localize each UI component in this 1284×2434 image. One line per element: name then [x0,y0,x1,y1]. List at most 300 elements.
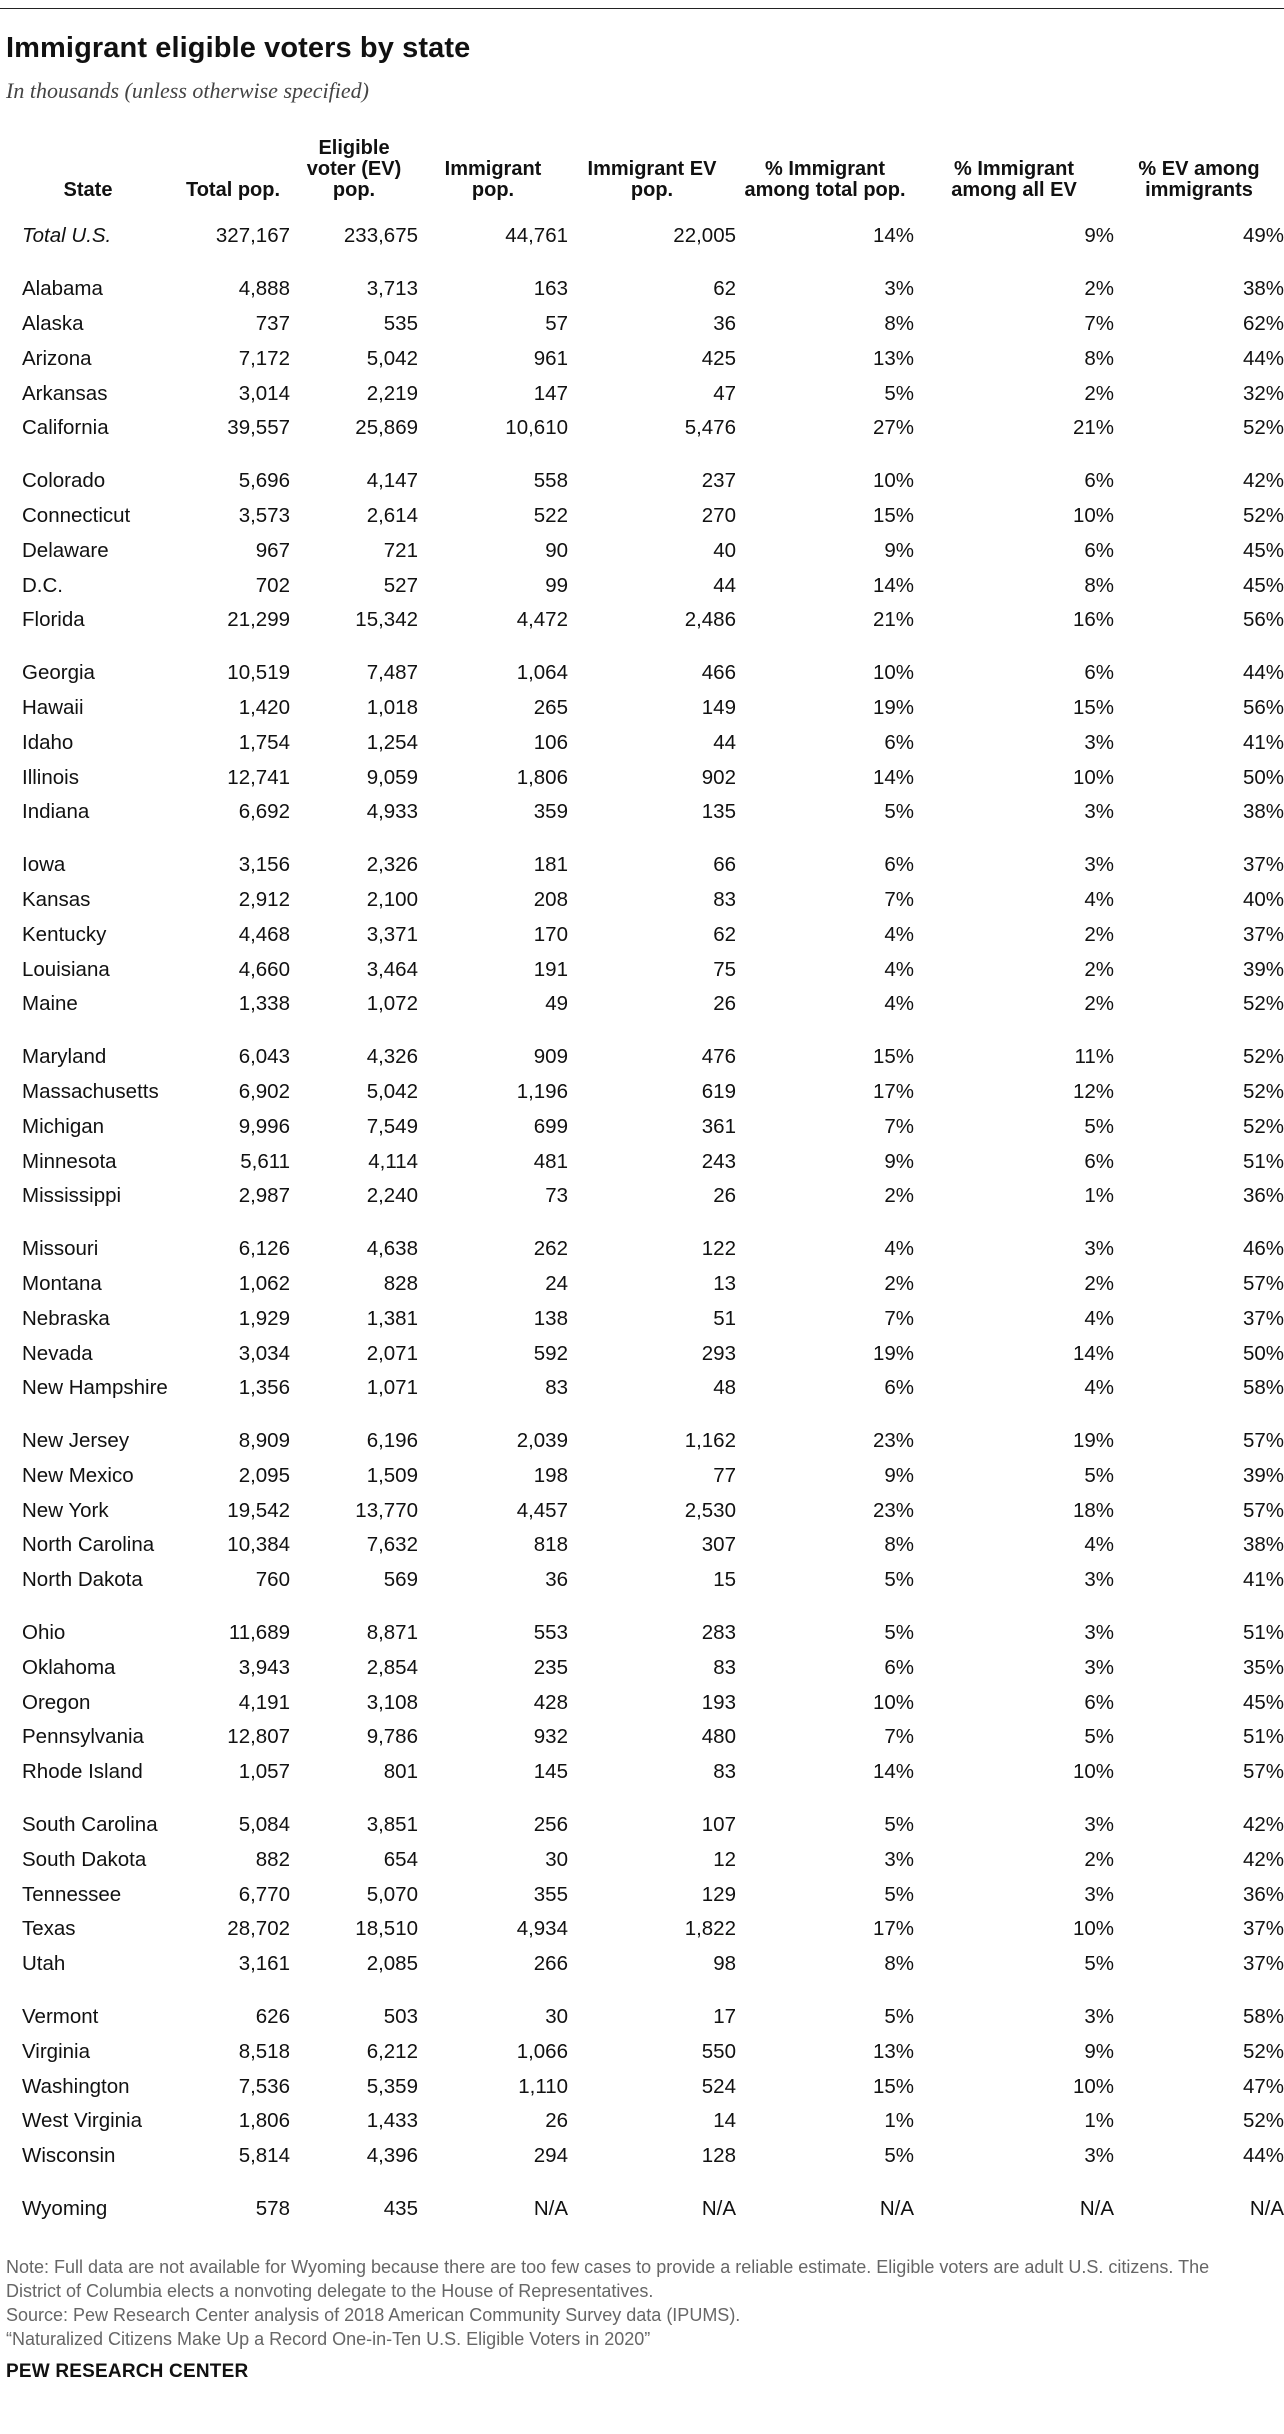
value-cell: 3% [1084,1237,1114,1261]
value-cell: 7,536 [238,2074,290,2098]
group-spacer-cell [0,2174,1284,2192]
state-name-cell: Maine [22,992,78,1016]
value-cell: 57 [545,311,568,335]
table-row [0,568,1284,603]
value-cell: 11% [1074,1045,1114,1069]
value-cell: 75 [713,957,736,981]
table-row [0,272,1284,307]
value-cell: 44 [713,573,736,597]
value-cell: 2,326 [366,853,418,877]
value-cell: 3% [1084,2005,1114,2029]
value-cell: 6% [1084,538,1114,562]
value-cell: 50% [1242,1341,1284,1365]
state-name-cell: Nevada [22,1341,93,1365]
value-cell: 967 [255,538,290,562]
value-cell: 25,869 [355,416,418,440]
state-name-cell: D.C. [22,573,63,597]
value-cell: 149 [701,695,736,719]
value-cell: 2,071 [366,1341,418,1365]
value-cell: 12 [713,1847,736,1871]
value-cell: 21% [1072,416,1114,440]
value-cell: 5,696 [238,469,290,493]
value-cell: 129 [701,1882,736,1906]
value-cell: 52% [1242,503,1284,527]
value-cell: 10% [872,1690,914,1714]
value-cell: 1,110 [518,2074,568,2098]
value-cell: 7,172 [238,346,290,370]
value-cell: 294 [533,2144,568,2168]
value-cell: 10,384 [227,1533,290,1557]
value-cell: 9,786 [366,1725,418,1749]
value-cell: 237 [701,469,736,493]
group-spacer-cell [0,1790,1284,1808]
value-cell: 882 [255,1847,290,1871]
value-cell: 2% [1084,381,1114,405]
value-cell: 4% [1084,887,1114,911]
state-name-cell: Florida [22,608,85,632]
value-cell: 8% [1084,346,1114,370]
value-cell: 909 [533,1045,568,1069]
value-cell: 5% [884,1882,914,1906]
value-cell: 9,996 [238,1114,290,1138]
value-cell: 2% [1084,922,1114,946]
state-name-cell: Illinois [22,765,79,789]
value-cell: 2% [884,1184,914,1208]
group-spacer [0,2174,1284,2192]
value-cell: 52% [1242,2039,1284,2063]
value-cell: 4% [1084,1306,1114,1330]
state-name-cell: Colorado [22,469,106,493]
value-cell: 36% [1242,1184,1284,1208]
group-spacer [0,1406,1284,1424]
value-cell: 12,807 [227,1725,290,1749]
state-name-cell: Connecticut [22,503,131,527]
value-cell: 44% [1242,661,1284,685]
value-cell: 235 [533,1655,568,1679]
value-cell: 39% [1242,957,1284,981]
table-row [0,656,1284,691]
value-cell: 40 [713,538,736,562]
state-name-cell: New Hampshire [22,1376,168,1400]
value-cell: 4,933 [366,800,418,824]
value-cell: 4% [884,1237,914,1261]
table-row [0,1371,1284,1406]
table-row [0,1075,1284,1110]
value-cell: 10% [1072,1760,1114,1784]
table-row [0,1040,1284,1075]
group-spacer-cell [0,1982,1284,2000]
value-cell: 48 [713,1376,736,1400]
value-cell: 191 [533,957,568,981]
state-name-cell: Kentucky [22,922,107,946]
value-cell: 10% [1072,765,1114,789]
table-row [0,1336,1284,1371]
value-cell: 522 [533,503,568,527]
value-cell: 42% [1242,1847,1284,1871]
state-name-cell: Massachusetts [22,1079,159,1103]
value-cell: 3,371 [366,922,418,946]
state-name-cell: South Dakota [22,1847,147,1871]
value-cell: 1,064 [516,661,568,685]
state-name-cell: Oklahoma [22,1655,116,1679]
value-cell: 7% [884,887,914,911]
value-cell: 42% [1242,469,1284,493]
value-cell: 5% [1084,1952,1114,1976]
value-cell: 6% [884,730,914,754]
state-name-cell: Minnesota [22,1149,117,1173]
value-cell: 760 [255,1568,290,1592]
value-cell: 4,934 [516,1917,568,1941]
value-cell: 36% [1242,1882,1284,1906]
table-row [0,603,1284,638]
column-header-total-pop: Total pop. [185,179,281,201]
value-cell: 3% [1084,800,1114,824]
value-cell: 39% [1242,1463,1284,1487]
state-name-cell: Alaska [22,311,84,335]
table-row [0,760,1284,795]
value-cell: 476 [701,1045,736,1069]
value-cell: 2,100 [366,887,418,911]
value-cell: 8% [1084,573,1114,597]
table-row [0,848,1284,883]
value-cell: 6,692 [238,800,290,824]
value-cell: 2,219 [366,381,418,405]
value-cell: 26 [713,1184,736,1208]
value-cell: 15% [872,503,914,527]
value-cell: 10% [1072,503,1114,527]
value-cell: 6% [884,1376,914,1400]
value-cell: 5,084 [238,1813,290,1837]
state-name-cell: Louisiana [22,957,110,981]
value-cell: 721 [383,538,418,562]
value-cell: 45% [1242,538,1284,562]
value-cell: 1% [1084,1184,1114,1208]
value-cell: 270 [701,503,736,527]
value-cell: 8,518 [238,2039,290,2063]
value-cell: 36 [545,1568,568,1592]
value-cell: 7,487 [366,661,418,685]
state-name-cell: New York [22,1498,109,1522]
table-row [0,1912,1284,1947]
table-row [0,1424,1284,1459]
value-cell: 1% [1084,2109,1114,2133]
table-row [0,464,1284,499]
value-cell: 8% [884,1533,914,1557]
value-cell: 98 [713,1952,736,1976]
value-cell: 18% [1072,1498,1114,1522]
value-cell: 47 [713,381,736,405]
table-row [0,2034,1284,2069]
value-cell: 553 [533,1621,568,1645]
state-name-cell: Tennessee [22,1882,122,1906]
value-cell: 44% [1242,346,1284,370]
value-cell: 307 [701,1533,736,1557]
value-cell: 5% [1084,1114,1114,1138]
column-header-pct-ev-immigrants: % EV among immigrants [1138,158,1260,201]
group-spacer [0,1982,1284,2000]
table-row [0,1493,1284,1528]
value-cell: 52% [1242,2109,1284,2133]
value-cell: 2,039 [516,1429,568,1453]
value-cell: 10% [872,661,914,685]
state-name-cell: New Mexico [22,1463,134,1487]
value-cell: 5,814 [238,2144,290,2168]
value-cell: 38% [1242,277,1284,301]
value-cell: 4,191 [238,1690,290,1714]
value-cell: 50% [1242,765,1284,789]
table-row [0,1616,1284,1651]
value-cell: 7% [884,1114,914,1138]
value-cell: 6,043 [238,1045,290,1069]
value-cell: 30 [545,1847,568,1871]
state-name-cell: Washington [22,2074,130,2098]
table-row [0,691,1284,726]
value-cell: 23% [872,1498,914,1522]
value-cell: 7% [884,1725,914,1749]
value-cell: 51 [713,1306,736,1330]
value-cell: 57% [1242,1429,1284,1453]
value-cell: 41% [1242,1568,1284,1592]
state-name-cell: Wisconsin [22,2144,116,2168]
value-cell: 145 [533,1760,568,1784]
table-row [0,1685,1284,1720]
value-cell: 37% [1242,922,1284,946]
value-cell: 4,457 [516,1498,568,1522]
value-cell: 52% [1242,1079,1284,1103]
value-cell: 14% [872,224,914,248]
value-cell: 902 [701,765,736,789]
value-cell: 57% [1242,1498,1284,1522]
value-cell: 99 [545,573,568,597]
value-cell: 16% [1072,608,1114,632]
value-cell: 36 [713,311,736,335]
value-cell: 37% [1242,1917,1284,1941]
state-name-cell: Iowa [22,853,66,877]
table-row [0,2069,1284,2104]
value-cell: 425 [701,346,736,370]
table-row [0,499,1284,534]
value-cell: 3,464 [366,957,418,981]
value-cell: 83 [713,1655,736,1679]
value-cell: 15% [872,2074,914,2098]
value-cell: 2,614 [366,503,418,527]
value-cell: 14% [872,765,914,789]
value-cell: 2,912 [238,887,290,911]
value-cell: 45% [1242,573,1284,597]
value-cell: 481 [533,1149,568,1173]
value-cell: 32% [1242,381,1284,405]
value-cell: 66 [713,853,736,877]
value-cell: 12,741 [227,765,290,789]
value-cell: 51% [1242,1621,1284,1645]
value-cell: 4,888 [238,277,290,301]
value-cell: 428 [533,1690,568,1714]
table-row [0,2000,1284,2035]
value-cell: 24 [545,1271,568,1295]
value-cell: 51% [1242,1725,1284,1749]
value-cell: 19% [872,695,914,719]
column-header-pct-immigrant-total: % Immigrant among total pop. [744,158,906,201]
value-cell: 18,510 [355,1917,418,1941]
value-cell: 52% [1242,416,1284,440]
value-cell: 5,042 [366,1079,418,1103]
value-cell: 361 [701,1114,736,1138]
value-cell: 535 [383,311,418,335]
value-cell: 11,689 [228,1621,290,1645]
value-cell: 2,530 [684,1498,736,1522]
value-cell: 46% [1242,1237,1284,1261]
value-cell: 10% [1072,1917,1114,1941]
value-cell: 90 [545,538,568,562]
value-cell: 17 [713,2005,736,2029]
value-cell: 5,359 [366,2074,418,2098]
value-cell: 37% [1242,1952,1284,1976]
value-cell: 3% [1084,730,1114,754]
value-cell: 19% [872,1341,914,1365]
value-cell: 3,851 [366,1813,418,1837]
value-cell: 41% [1242,730,1284,754]
value-cell: 1,822 [684,1917,736,1941]
column-header-immigrant-ev-pop: Immigrant EV pop. [587,158,717,201]
value-cell: 27% [872,416,914,440]
value-cell: 107 [701,1813,736,1837]
value-cell: 7,632 [366,1533,418,1557]
table-row [0,1232,1284,1267]
value-cell: 8% [884,311,914,335]
value-cell: N/A [1079,2197,1114,2221]
table-row [0,533,1284,568]
state-name-cell: Delaware [22,538,109,562]
value-cell: 2,240 [366,1184,418,1208]
value-cell: 619 [701,1079,736,1103]
value-cell: 2% [1084,277,1114,301]
value-cell: 3% [1084,1655,1114,1679]
value-cell: 19,542 [227,1498,290,1522]
value-cell: 181 [533,853,568,877]
value-cell: 359 [533,800,568,824]
table-row [0,1301,1284,1336]
value-cell: 4% [884,922,914,946]
value-cell: 5% [884,2144,914,2168]
state-name-cell: Indiana [22,800,90,824]
page-title: Immigrant eligible voters by state [6,32,471,64]
value-cell: 62 [713,277,736,301]
value-cell: 37% [1242,1306,1284,1330]
value-cell: 2,095 [238,1463,290,1487]
value-cell: 19% [1072,1429,1114,1453]
value-cell: 49% [1242,224,1284,248]
value-cell: 1,066 [516,2039,568,2063]
group-spacer [0,254,1284,272]
value-cell: 1,509 [366,1463,418,1487]
value-cell: 5,611 [240,1149,290,1173]
value-cell: 5,476 [684,416,736,440]
value-cell: 3% [884,277,914,301]
value-cell: 8,871 [366,1621,418,1645]
value-cell: 9% [884,1463,914,1487]
value-cell: 2% [1084,992,1114,1016]
value-cell: 3,713 [366,277,418,301]
value-cell: 2% [1084,1847,1114,1871]
value-cell: 13% [872,346,914,370]
state-name-cell: Alabama [22,277,103,301]
value-cell: 2,987 [238,1184,290,1208]
value-cell: 4,114 [368,1149,418,1173]
value-cell: 5,042 [366,346,418,370]
page-subtitle: In thousands (unless otherwise specified) [6,78,369,103]
state-name-cell: Hawaii [22,695,84,719]
value-cell: 10% [872,469,914,493]
value-cell: 569 [383,1568,418,1592]
value-cell: 170 [533,922,568,946]
group-spacer [0,1598,1284,1616]
value-cell: N/A [879,2197,914,2221]
state-name-cell: Kansas [22,887,91,911]
value-cell: 266 [533,1952,568,1976]
value-cell: 737 [255,311,290,335]
table-row [0,2139,1284,2174]
value-cell: 702 [255,573,290,597]
value-cell: 1% [884,2109,914,2133]
value-cell: 5% [884,1568,914,1592]
footer-note: Note: Full data are not available for Wyoming because there are too few cases to provide a reliable estimate. Eligible voters are adult U.S. citizens. The District of Columbia elects a nonvoting delegate to the House of Representatives. [6,2257,1210,2301]
footer-report-title: “Naturalized Citizens Make Up a Record One-in-Ten U.S. Eligible Voters in 2020” [6,2329,651,2349]
group-spacer-cell [0,254,1284,272]
value-cell: 9% [884,538,914,562]
group-spacer [0,1214,1284,1232]
value-cell: 1,071 [366,1376,418,1400]
value-cell: 9% [884,1149,914,1173]
state-name-cell: Total U.S. [22,224,112,248]
group-spacer-cell [0,638,1284,656]
value-cell: 52% [1242,1045,1284,1069]
value-cell: 3,573 [238,503,290,527]
value-cell: 44,761 [505,224,568,248]
value-cell: 1,338 [238,992,290,1016]
state-name-cell: West Virginia [22,2109,143,2133]
value-cell: 28,702 [227,1917,290,1941]
value-cell: 1,806 [516,765,568,789]
table-row [0,1720,1284,1755]
table-row [0,341,1284,376]
value-cell: 4,147 [366,469,418,493]
group-spacer-cell [0,1598,1284,1616]
value-cell: 83 [713,887,736,911]
value-cell: 15 [713,1568,736,1592]
value-cell: 3% [1084,1568,1114,1592]
table-row [0,1144,1284,1179]
state-name-cell: New Jersey [22,1429,130,1453]
value-cell: 1,196 [516,1079,568,1103]
value-cell: 52% [1242,992,1284,1016]
group-spacer [0,830,1284,848]
group-spacer [0,1022,1284,1040]
value-cell: 3% [1084,1813,1114,1837]
value-cell: 15% [1072,695,1114,719]
value-cell: 4,326 [366,1045,418,1069]
value-cell: 4% [884,992,914,1016]
state-name-cell: Vermont [22,2005,99,2029]
value-cell: 122 [701,1237,736,1261]
state-name-cell: Arizona [22,346,92,370]
value-cell: 818 [533,1533,568,1557]
value-cell: 265 [533,695,568,719]
value-cell: N/A [533,2197,568,2221]
state-name-cell: Michigan [22,1114,105,1138]
value-cell: 6% [884,1655,914,1679]
value-cell: 327,167 [215,224,290,248]
table-row [0,795,1284,830]
